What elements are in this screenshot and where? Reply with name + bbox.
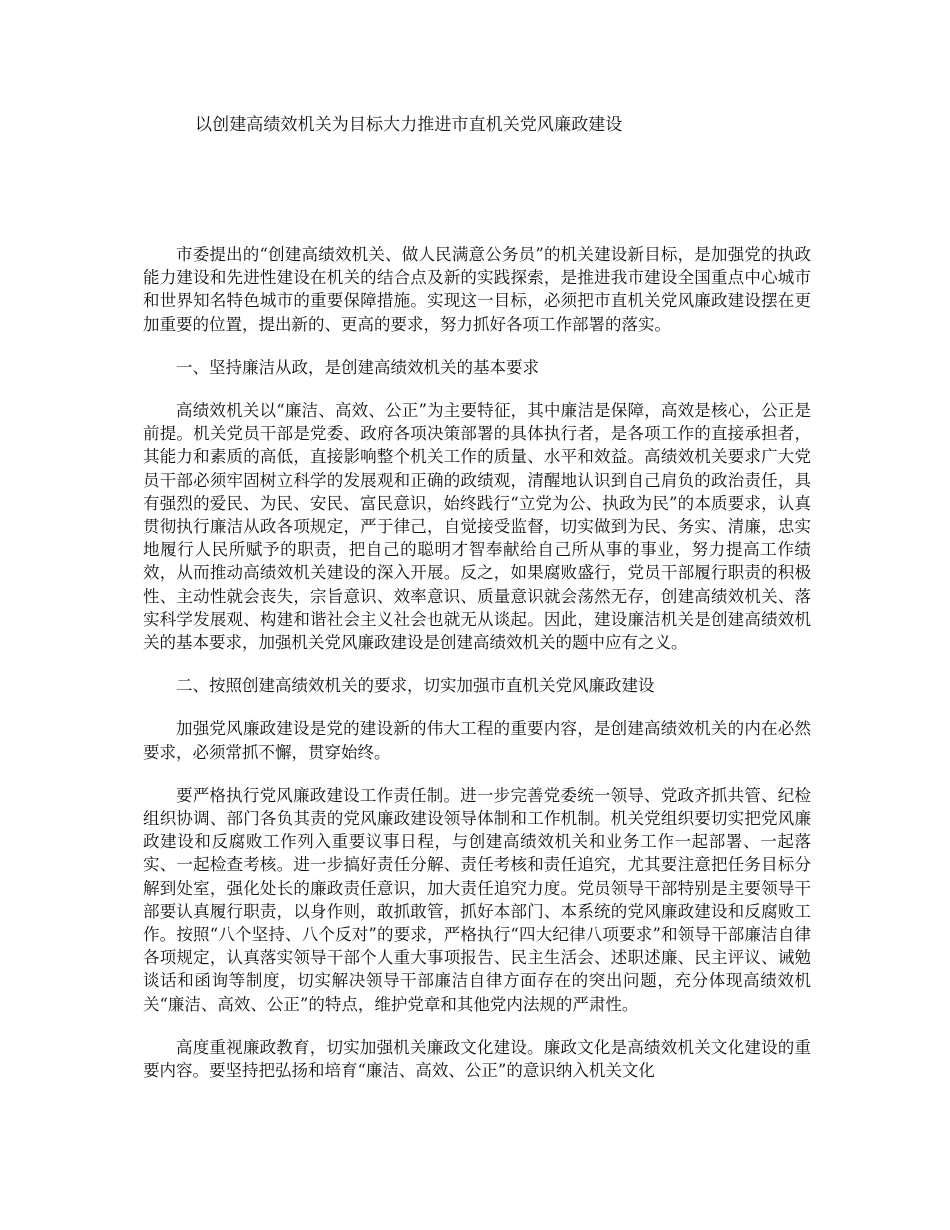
section-heading-1: 一、坚持廉洁从政，是创建高绩效机关的基本要求 [176,357,539,377]
intro-paragraph: 市委提出的“创建高绩效机关、做人民满意公务员”的机关建设新目标，是加强党的执政能力建设和先进性建设在机关的结合点及新的实践探索，是推进我市建设全国重点中心城市和世界知名特色城市的重要保障措施。实现这一目标，必须把市直机关党风廉政建设摆在更加重要的位置，提出新的、更高的要求，努力抓好各项工作部署的落实。 [143,245,811,334]
section-heading-2: 二、按照创建高绩效机关的要求，切实加强市直机关党风廉政建设 [176,676,655,696]
section-1-paragraph: 高绩效机关以“廉洁、高效、公正”为主要特征，其中廉洁是保障，高效是核心，公正是前提。机关党员干部是党委、政府各项决策部署的具体执行者，是各项工作的直接承担者，其能力和素质的高低，直接影响整个机关工作的质量、水平和效益。高绩效机关要求广大党员干部必须牢固树立科学的发展观和正确的政绩观，清醒地认识到自己肩负的政治责任，具有强烈的爱民、为民、安民、富民意识，始终践行“立党为公、执政为民”的本质要求，认真贯彻执行廉洁从政各项规定，严于律己，自觉接受监督，切实做到为民、务实、清廉，忠实地履行人民所赋予的职责，把自己的聪明才智奉献给自己所从事的事业，努力提高工作绩效，从而推动高绩效机关建设的深入开展。反之，如果腐败盛行，党员干部履行职责的积极性、主动性就会丧失，宗旨意识、效率意识、质量意识就会荡然无存，创建高绩效机关、落实科学发展观、构建和谐社会主义社会也就无从谈起。因此，建设廉洁机关是创建高绩效机关的基本要求，加强机关党风廉政建设是创建高绩效机关的题中应有之义。 [143,401,811,653]
section-2-paragraph-2: 要严格执行党风廉政建设工作责任制。进一步完善党委统一领导、党政齐抓共管、纪检组织协调、部门各负其责的党风廉政建设领导体制和工作机制。机关党组织要切实把党风廉政建设和反腐败工作列入重要议事日程，与创建高绩效机关和业务工作一起部署、一起落实、一起检查考核。进一步搞好责任分解、责任考核和责任追究，尤其要注意把任务目标分解到处室，强化处长的廉政责任意识，加大责任追究力度。党员领导干部特别是主要领导干部要认真履行职责，以身作则，敢抓敢管，抓好本部门、本系统的党风廉政建设和反腐败工作。按照“八个坚持、八个反对”的要求，严格执行“四大纪律八项要求”和领导干部廉洁自律各项规定，认真落实领导干部个人重大事项报告、民主生活会、述职述廉、民主评议、诫勉谈话和函询等制度，切实解决领导干部廉洁自律方面存在的突出问题，充分体现高绩效机关“廉洁、高效、公正”的特点，维护党章和其他党内法规的严肃性。 [143,785,811,1014]
section-2-paragraph-3: 高度重视廉政教育，切实加强机关廉政文化建设。廉政文化是高绩效机关文化建设的重要内容。要坚持把弘扬和培育“廉洁、高效、公正”的意识纳入机关文化 [143,1037,811,1081]
section-2-paragraph-1: 加强党风廉政建设是党的建设新的伟大工程的重要内容，是创建高绩效机关的内在必然要求，必须常抓不懈，贯穿始终。 [143,719,811,762]
document-title: 以创建高绩效机关为目标大力推进市直机关党风廉政建设 [195,115,623,135]
document-body [143,243,811,1102]
